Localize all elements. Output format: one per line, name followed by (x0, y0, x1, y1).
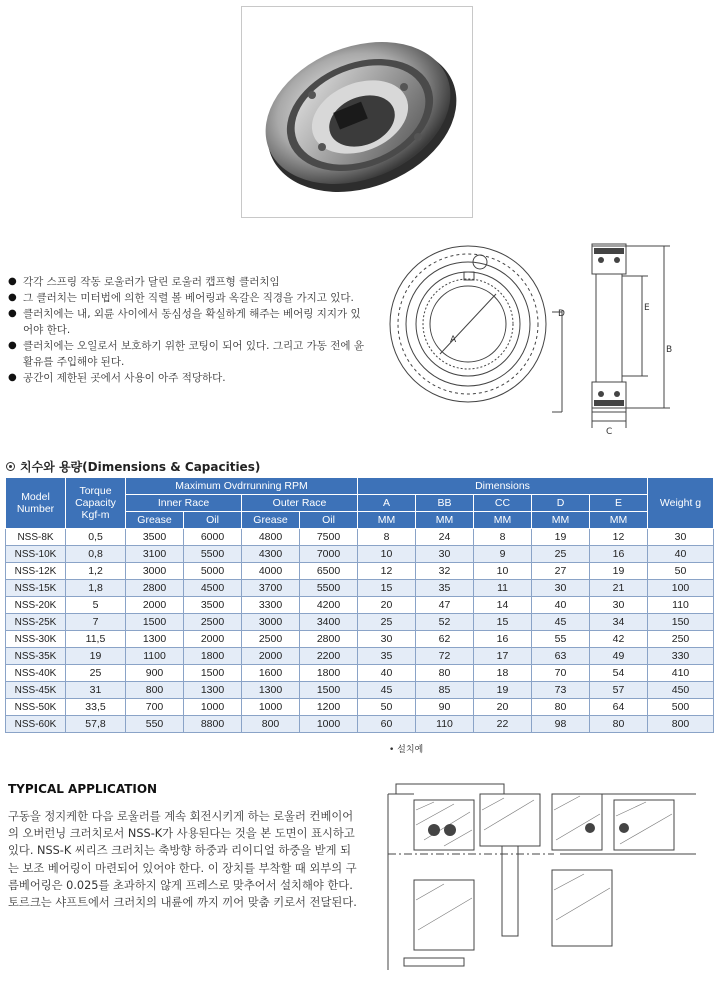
table-cell: 54 (590, 665, 648, 682)
table-cell: 24 (416, 529, 474, 546)
header-e: E (590, 495, 648, 512)
table-cell: 4800 (242, 529, 300, 546)
table-cell: 1300 (184, 682, 242, 699)
table-cell: 3000 (126, 563, 184, 580)
table-cell: 57,8 (66, 716, 126, 733)
table-cell: 19 (590, 563, 648, 580)
table-row (6, 546, 714, 563)
table-cell: 2800 (126, 580, 184, 597)
table-cell: 330 (648, 648, 714, 665)
feature-item: ● 공간이 제한된 곳에서 사용이 아주 적당하다. (8, 370, 368, 386)
header-unit-e: MM (590, 512, 648, 529)
table-cell: 0,5 (66, 529, 126, 546)
table-cell: 3400 (300, 614, 358, 631)
table-cell: 0,8 (66, 546, 126, 563)
table-cell: 1000 (300, 716, 358, 733)
table-cell: 49 (590, 648, 648, 665)
table-cell: 550 (126, 716, 184, 733)
table-cell: 1000 (242, 699, 300, 716)
table-cell: 40 (648, 546, 714, 563)
table-row (6, 716, 714, 733)
table-cell: 5 (66, 597, 126, 614)
table-cell: 19 (474, 682, 532, 699)
table-cell: 10 (474, 563, 532, 580)
table-cell: 90 (416, 699, 474, 716)
table-row (6, 648, 714, 665)
table-cell: 20 (358, 597, 416, 614)
table-cell: 98 (532, 716, 590, 733)
table-cell: 5000 (184, 563, 242, 580)
label-b: B (666, 345, 673, 355)
table-row (6, 682, 714, 699)
install-example-label: • 설치예 (389, 745, 424, 755)
table-cell: 12 (590, 529, 648, 546)
table-cell: 2000 (126, 597, 184, 614)
table-cell: 50 (358, 699, 416, 716)
header-max-rpm: Maximum Ovdrrunning RPM (126, 478, 358, 495)
table-cell: 30 (416, 546, 474, 563)
label-d: D (558, 309, 565, 319)
table-cell: 900 (126, 665, 184, 682)
table-cell: 8800 (184, 716, 242, 733)
table-cell: 2500 (242, 631, 300, 648)
header-weight: Weight g (648, 478, 714, 529)
table-cell: 15 (474, 614, 532, 631)
table-cell: 40 (532, 597, 590, 614)
table-cell: 110 (648, 597, 714, 614)
table-cell: 4300 (242, 546, 300, 563)
header-grease-inner: Grease (126, 512, 184, 529)
cell-model: NSS-35K (6, 648, 66, 665)
table-cell: 85 (416, 682, 474, 699)
table-cell: 62 (416, 631, 474, 648)
table-cell: 800 (242, 716, 300, 733)
table-cell: 30 (358, 631, 416, 648)
header-unit-bb: MM (416, 512, 474, 529)
header-a: A (358, 495, 416, 512)
table-cell: 4000 (242, 563, 300, 580)
table-cell: 19 (532, 529, 590, 546)
application-text: 구동을 정지케한 다음 로울러를 계속 회전시키게 하는 로울러 컨베이어의 오버런닝 크러치로서 NSS-K가 사용된다는 것을 본 도면이 표시하고 있다. NSS-K 씨리즈 크러치는 축방향 하중과 리이디얼 하중을 받게 되는 보조 베어링이 마련되어 있어야 한다. 이 장치를 부착할 때 외부의 구름베어링은 0.025를 초과하지 않게 프레스로 맞추어서 설치해야 한다. 토르크는 샤프트에서 크러치의 내륜에 까지 끼어 맞춤 키로서 전달된다. (8, 810, 357, 910)
table-cell: 72 (416, 648, 474, 665)
table-cell: 8 (358, 529, 416, 546)
table-cell: 1500 (126, 614, 184, 631)
table-cell: 50 (648, 563, 714, 580)
table-cell: 15 (358, 580, 416, 597)
table-row (6, 563, 714, 580)
table-cell: 800 (648, 716, 714, 733)
table-cell: 35 (416, 580, 474, 597)
table-cell: 500 (648, 699, 714, 716)
table-cell: 9 (474, 546, 532, 563)
table-cell: 30 (590, 597, 648, 614)
cell-model: NSS-10K (6, 546, 66, 563)
table-cell: 80 (532, 699, 590, 716)
label-e: E (644, 303, 650, 313)
label-a: A (450, 335, 457, 345)
cell-model: NSS-25K (6, 614, 66, 631)
header-outer-race: Outer Race (242, 495, 358, 512)
table-cell: 12 (358, 563, 416, 580)
table-cell: 5500 (300, 580, 358, 597)
header-oil-inner: Oil (184, 512, 242, 529)
table-cell: 7000 (300, 546, 358, 563)
table-cell: 7 (66, 614, 126, 631)
product-photo (241, 6, 473, 218)
table-cell: 30 (648, 529, 714, 546)
table-cell: 800 (126, 682, 184, 699)
table-cell: 31 (66, 682, 126, 699)
header-unit-d: MM (532, 512, 590, 529)
table-cell: 3300 (242, 597, 300, 614)
table-cell: 40 (358, 665, 416, 682)
table-cell: 3500 (126, 529, 184, 546)
cell-model: NSS-50K (6, 699, 66, 716)
table-row (6, 614, 714, 631)
table-cell: 2000 (242, 648, 300, 665)
table-cell: 1,2 (66, 563, 126, 580)
label-c: C (606, 427, 613, 436)
table-cell: 80 (590, 716, 648, 733)
table-cell: 30 (532, 580, 590, 597)
table-cell: 1600 (242, 665, 300, 682)
table-row (6, 529, 714, 546)
bullet-circle-icon (6, 462, 15, 471)
cell-model: NSS-12K (6, 563, 66, 580)
table-cell: 14 (474, 597, 532, 614)
table-cell: 1000 (184, 699, 242, 716)
bearing-clutch-image (242, 7, 472, 217)
table-cell: 7500 (300, 529, 358, 546)
table-cell: 16 (474, 631, 532, 648)
table-cell: 55 (532, 631, 590, 648)
table-cell: 1200 (300, 699, 358, 716)
table-cell: 8 (474, 529, 532, 546)
table-cell: 20 (474, 699, 532, 716)
table-row (6, 580, 714, 597)
header-dimensions: Dimensions (358, 478, 648, 495)
table-cell: 80 (416, 665, 474, 682)
header-d: D (532, 495, 590, 512)
table-cell: 19 (66, 648, 126, 665)
table-cell: 6500 (300, 563, 358, 580)
table-cell: 1800 (184, 648, 242, 665)
table-cell: 1500 (184, 665, 242, 682)
header-bb: BB (416, 495, 474, 512)
table-cell: 11 (474, 580, 532, 597)
table-cell: 60 (358, 716, 416, 733)
header-model: Model Number (6, 478, 66, 529)
table-row (6, 699, 714, 716)
cell-model: NSS-15K (6, 580, 66, 597)
table-cell: 3700 (242, 580, 300, 597)
table-cell: 42 (590, 631, 648, 648)
spec-table (5, 477, 714, 733)
table-cell: 64 (590, 699, 648, 716)
table-cell: 18 (474, 665, 532, 682)
table-cell: 1300 (126, 631, 184, 648)
table-cell: 410 (648, 665, 714, 682)
cell-model: NSS-60K (6, 716, 66, 733)
section-title-text: 치수와 용량(Dimensions & Capacities) (20, 460, 261, 474)
header-cc: CC (474, 495, 532, 512)
feature-list (8, 274, 368, 386)
table-cell: 150 (648, 614, 714, 631)
table-cell: 34 (590, 614, 648, 631)
table-cell: 1,8 (66, 580, 126, 597)
application-diagram (384, 770, 696, 970)
table-cell: 25 (358, 614, 416, 631)
table-cell: 3500 (184, 597, 242, 614)
table-cell: 1100 (126, 648, 184, 665)
cell-model: NSS-20K (6, 597, 66, 614)
table-cell: 5500 (184, 546, 242, 563)
dimension-diagram (380, 236, 680, 436)
table-cell: 45 (358, 682, 416, 699)
table-cell: 70 (532, 665, 590, 682)
table-cell: 57 (590, 682, 648, 699)
feature-item: ● 클러치에는 오일로서 보호하기 위한 코팅이 되어 있다. 그리고 가동 전에 윤활유를 주입해야 된다. (8, 338, 368, 370)
cell-model: NSS-30K (6, 631, 66, 648)
table-cell: 25 (532, 546, 590, 563)
table-cell: 16 (590, 546, 648, 563)
cell-model: NSS-45K (6, 682, 66, 699)
application-title: TYPICAL APPLICATION (8, 782, 158, 796)
header-inner-race: Inner Race (126, 495, 242, 512)
feature-item: ● 그 클러치는 미터법에 의한 직렬 볼 베어링과 옥갈은 직경을 가지고 있다. (8, 290, 368, 306)
table-cell: 2500 (184, 614, 242, 631)
table-cell: 1300 (242, 682, 300, 699)
header-torque: Torque Capacity Kgf-m (66, 478, 126, 529)
table-cell: 73 (532, 682, 590, 699)
cell-model: NSS-8K (6, 529, 66, 546)
table-cell: 11,5 (66, 631, 126, 648)
table-cell: 25 (66, 665, 126, 682)
table-row (6, 597, 714, 614)
header-unit-cc: MM (474, 512, 532, 529)
table-cell: 6000 (184, 529, 242, 546)
table-cell: 4200 (300, 597, 358, 614)
feature-item: ● 클러치에는 내, 외륜 사이에서 동심성을 확실하게 해주는 베어링 지지가 있어야 한다. (8, 306, 368, 338)
header-unit-a: MM (358, 512, 416, 529)
table-cell: 700 (126, 699, 184, 716)
table-cell: 45 (532, 614, 590, 631)
table-cell: 35 (358, 648, 416, 665)
table-cell: 10 (358, 546, 416, 563)
table-cell: 2200 (300, 648, 358, 665)
table-cell: 4500 (184, 580, 242, 597)
table-cell: 33,5 (66, 699, 126, 716)
table-cell: 32 (416, 563, 474, 580)
table-row (6, 665, 714, 682)
table-cell: 27 (532, 563, 590, 580)
section-title (6, 458, 260, 475)
table-cell: 3100 (126, 546, 184, 563)
table-cell: 110 (416, 716, 474, 733)
header-oil-outer: Oil (300, 512, 358, 529)
table-cell: 52 (416, 614, 474, 631)
table-cell: 17 (474, 648, 532, 665)
table-cell: 3000 (242, 614, 300, 631)
table-row (6, 631, 714, 648)
table-cell: 100 (648, 580, 714, 597)
table-cell: 63 (532, 648, 590, 665)
table-cell: 1800 (300, 665, 358, 682)
table-cell: 1500 (300, 682, 358, 699)
cell-model: NSS-40K (6, 665, 66, 682)
table-cell: 47 (416, 597, 474, 614)
header-grease-outer: Grease (242, 512, 300, 529)
table-cell: 450 (648, 682, 714, 699)
table-cell: 2000 (184, 631, 242, 648)
table-cell: 250 (648, 631, 714, 648)
table-cell: 2800 (300, 631, 358, 648)
table-cell: 21 (590, 580, 648, 597)
table-cell: 22 (474, 716, 532, 733)
feature-item: ● 각각 스프링 작동 로울러가 달린 로울러 캡프형 클러치임 (8, 274, 368, 290)
